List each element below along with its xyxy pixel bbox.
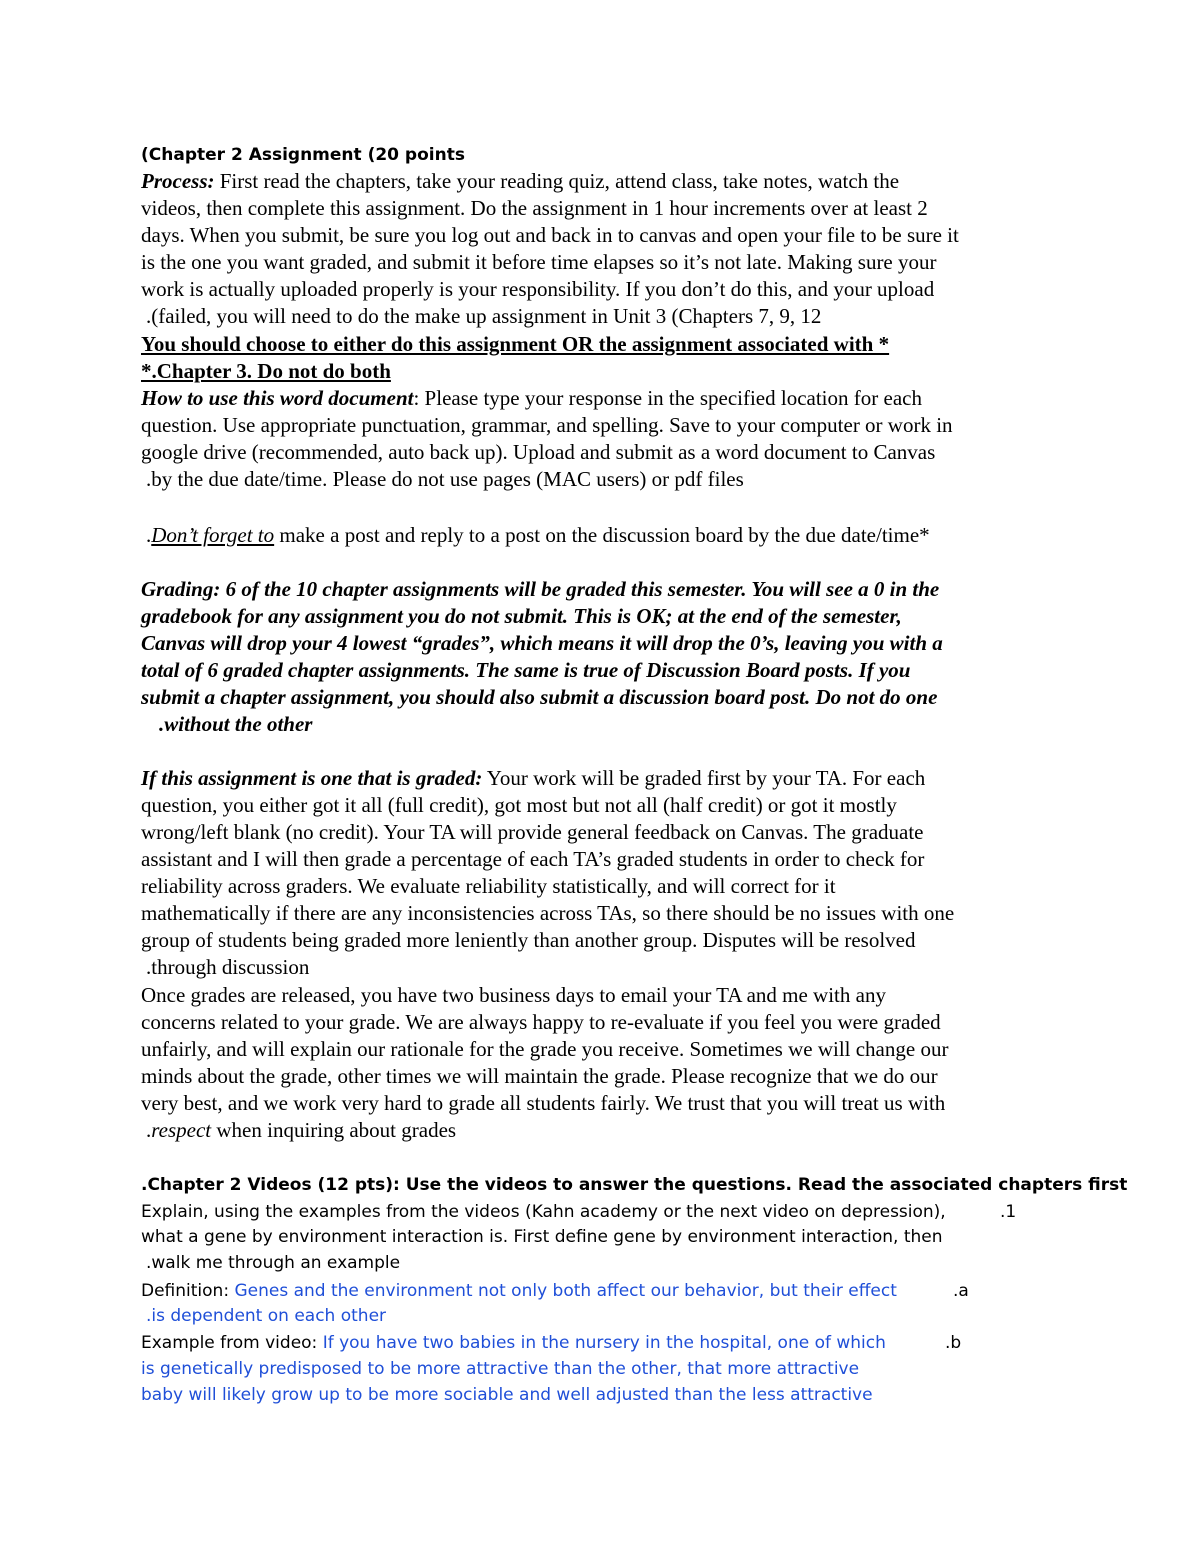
choose-line-2: *.Chapter 3. Do not do both xyxy=(141,359,391,383)
question-1-line-1: Explain, using the examples from the videos (Kahn academy or the next video on depression), xyxy=(141,1202,946,1222)
definition-label: Definition: xyxy=(141,1281,235,1301)
once-line-5: very best, and we work very hard to grade all students fairly. We trust that you will treat us with xyxy=(141,1091,946,1115)
graded-line-4: assistant and I will then grade a percentage of each TA’s graded students in order to check for xyxy=(141,847,925,871)
answer-b-line-1 xyxy=(141,1330,886,1357)
choose-line-1: You should choose to either do this assignment OR the assignment associated with * xyxy=(141,332,890,356)
once-line-3: unfairly, and will explain our rationale for the grade you receive. Sometimes we will change our xyxy=(141,1037,949,1061)
process-line-5: work is actually uploaded properly is your responsibility. If you don’t do this, and your upload xyxy=(141,277,935,301)
once-line-6 xyxy=(146,1117,456,1144)
process-line-6: .(failed, you will need to do the make up assignment in Unit 3 (Chapters 7, 9, 12 xyxy=(146,304,822,328)
once-respect: respect xyxy=(151,1118,212,1142)
howto-line-1 xyxy=(141,385,922,412)
graded-line-3: wrong/left blank (no credit). Your TA will provide general feedback on Canvas. The graduate xyxy=(141,820,924,844)
reminder-text: make a post and reply to a post on the discussion board by the due date/time* xyxy=(274,523,930,547)
question-1-line-2: what a gene by environment interaction is. First define gene by environment interaction, then xyxy=(141,1227,943,1247)
grading-line-2: gradebook for any assignment you do not submit. This is OK; at the end of the semester, xyxy=(141,604,902,628)
example-answer: If you have two babies in the nursery in the hospital, one of which xyxy=(322,1333,886,1353)
graded-line-2: question, you either got it all (full credit), got most but not all (half credit) or got it mostly xyxy=(141,793,897,817)
grading-line-6: .without the other xyxy=(159,712,313,736)
reminder-line xyxy=(146,522,930,549)
graded-line-7: group of students being graded more leniently than another group. Disputes will be resolved xyxy=(141,928,916,952)
howto-text-1: : Please type your response in the specified location for each xyxy=(413,386,922,410)
howto-line-3: google drive (recommended, auto back up). Upload and submit as a word document to Canvas xyxy=(141,440,936,464)
graded-text-1: Your work will be graded first by your TA. For each xyxy=(482,766,926,790)
example-label: Example from video: xyxy=(141,1333,323,1353)
once-prefix: . xyxy=(146,1118,152,1142)
graded-line-5: reliability across graders. We evaluate reliability statistically, and will correct for it xyxy=(141,874,836,898)
question-1-number: .1 xyxy=(1000,1202,1017,1222)
graded-line-1 xyxy=(141,765,925,792)
process-line-2: videos, then complete this assignment. Do the assignment in 1 hour increments over at least 2 xyxy=(141,196,928,220)
answer-a-number: .a xyxy=(953,1281,969,1301)
answer-a-line-2: .is dependent on each other xyxy=(146,1306,387,1326)
process-line-1 xyxy=(141,168,899,195)
question-1-line-3: .walk me through an example xyxy=(146,1253,401,1273)
grading-line-3: Canvas will drop your 4 lowest “grades”, which means it will drop the 0’s, leaving you with a xyxy=(141,631,943,655)
answer-b-line-3: baby will likely grow up to be more sociable and well adjusted than the less attractive xyxy=(141,1385,873,1405)
reminder-emphasis: Don’t forget to xyxy=(151,523,275,547)
howto-line-4: .by the due date/time. Please do not use pages (MAC users) or pdf files xyxy=(146,467,744,491)
grading-line-1: Grading: 6 of the 10 chapter assignments will be graded this semester. You will see a 0 in the xyxy=(141,577,940,601)
once-line-4: minds about the grade, other times we will maintain the grade. Please recognize that we do our xyxy=(141,1064,938,1088)
graded-line-6: mathematically if there are any inconsistencies across TAs, so there should be no issues with one xyxy=(141,901,955,925)
answer-a-line-1 xyxy=(141,1278,897,1305)
videos-heading: .Chapter 2 Videos (12 pts): Use the videos to answer the questions. Read the associated chapters first xyxy=(141,1175,1128,1195)
assignment-title: (Chapter 2 Assignment (20 points xyxy=(141,145,465,165)
graded-label: If this assignment is one that is graded: xyxy=(141,766,483,790)
process-line-4: is the one you want graded, and submit it before time elapses so it’s not late. Making sure your xyxy=(141,250,937,274)
howto-line-2: question. Use appropriate punctuation, grammar, and spelling. Save to your computer or work in xyxy=(141,413,953,437)
graded-line-8: .through discussion xyxy=(146,955,310,979)
reminder-prefix: . xyxy=(146,523,152,547)
definition-answer: Genes and the environment not only both affect our behavior, but their effect xyxy=(234,1281,897,1301)
answer-b-number: .b xyxy=(945,1333,962,1353)
once-line-2: concerns related to your grade. We are always happy to re-evaluate if you feel you were graded xyxy=(141,1010,941,1034)
process-line-3: days. When you submit, be sure you log out and back in to canvas and open your file to be sure it xyxy=(141,223,959,247)
howto-label: How to use this word document xyxy=(141,386,414,410)
once-text-6: when inquiring about grades xyxy=(211,1118,457,1142)
process-text-1: First read the chapters, take your reading quiz, attend class, take notes, watch the xyxy=(214,169,900,193)
once-line-1: Once grades are released, you have two business days to email your TA and me with any xyxy=(141,983,886,1007)
grading-line-4: total of 6 graded chapter assignments. The same is true of Discussion Board posts. If you xyxy=(141,658,911,682)
grading-line-5: submit a chapter assignment, you should also submit a discussion board post. Do not do one xyxy=(141,685,938,709)
answer-b-line-2: is genetically predisposed to be more attractive than the other, that more attractive xyxy=(141,1359,860,1379)
process-label: Process: xyxy=(141,169,215,193)
